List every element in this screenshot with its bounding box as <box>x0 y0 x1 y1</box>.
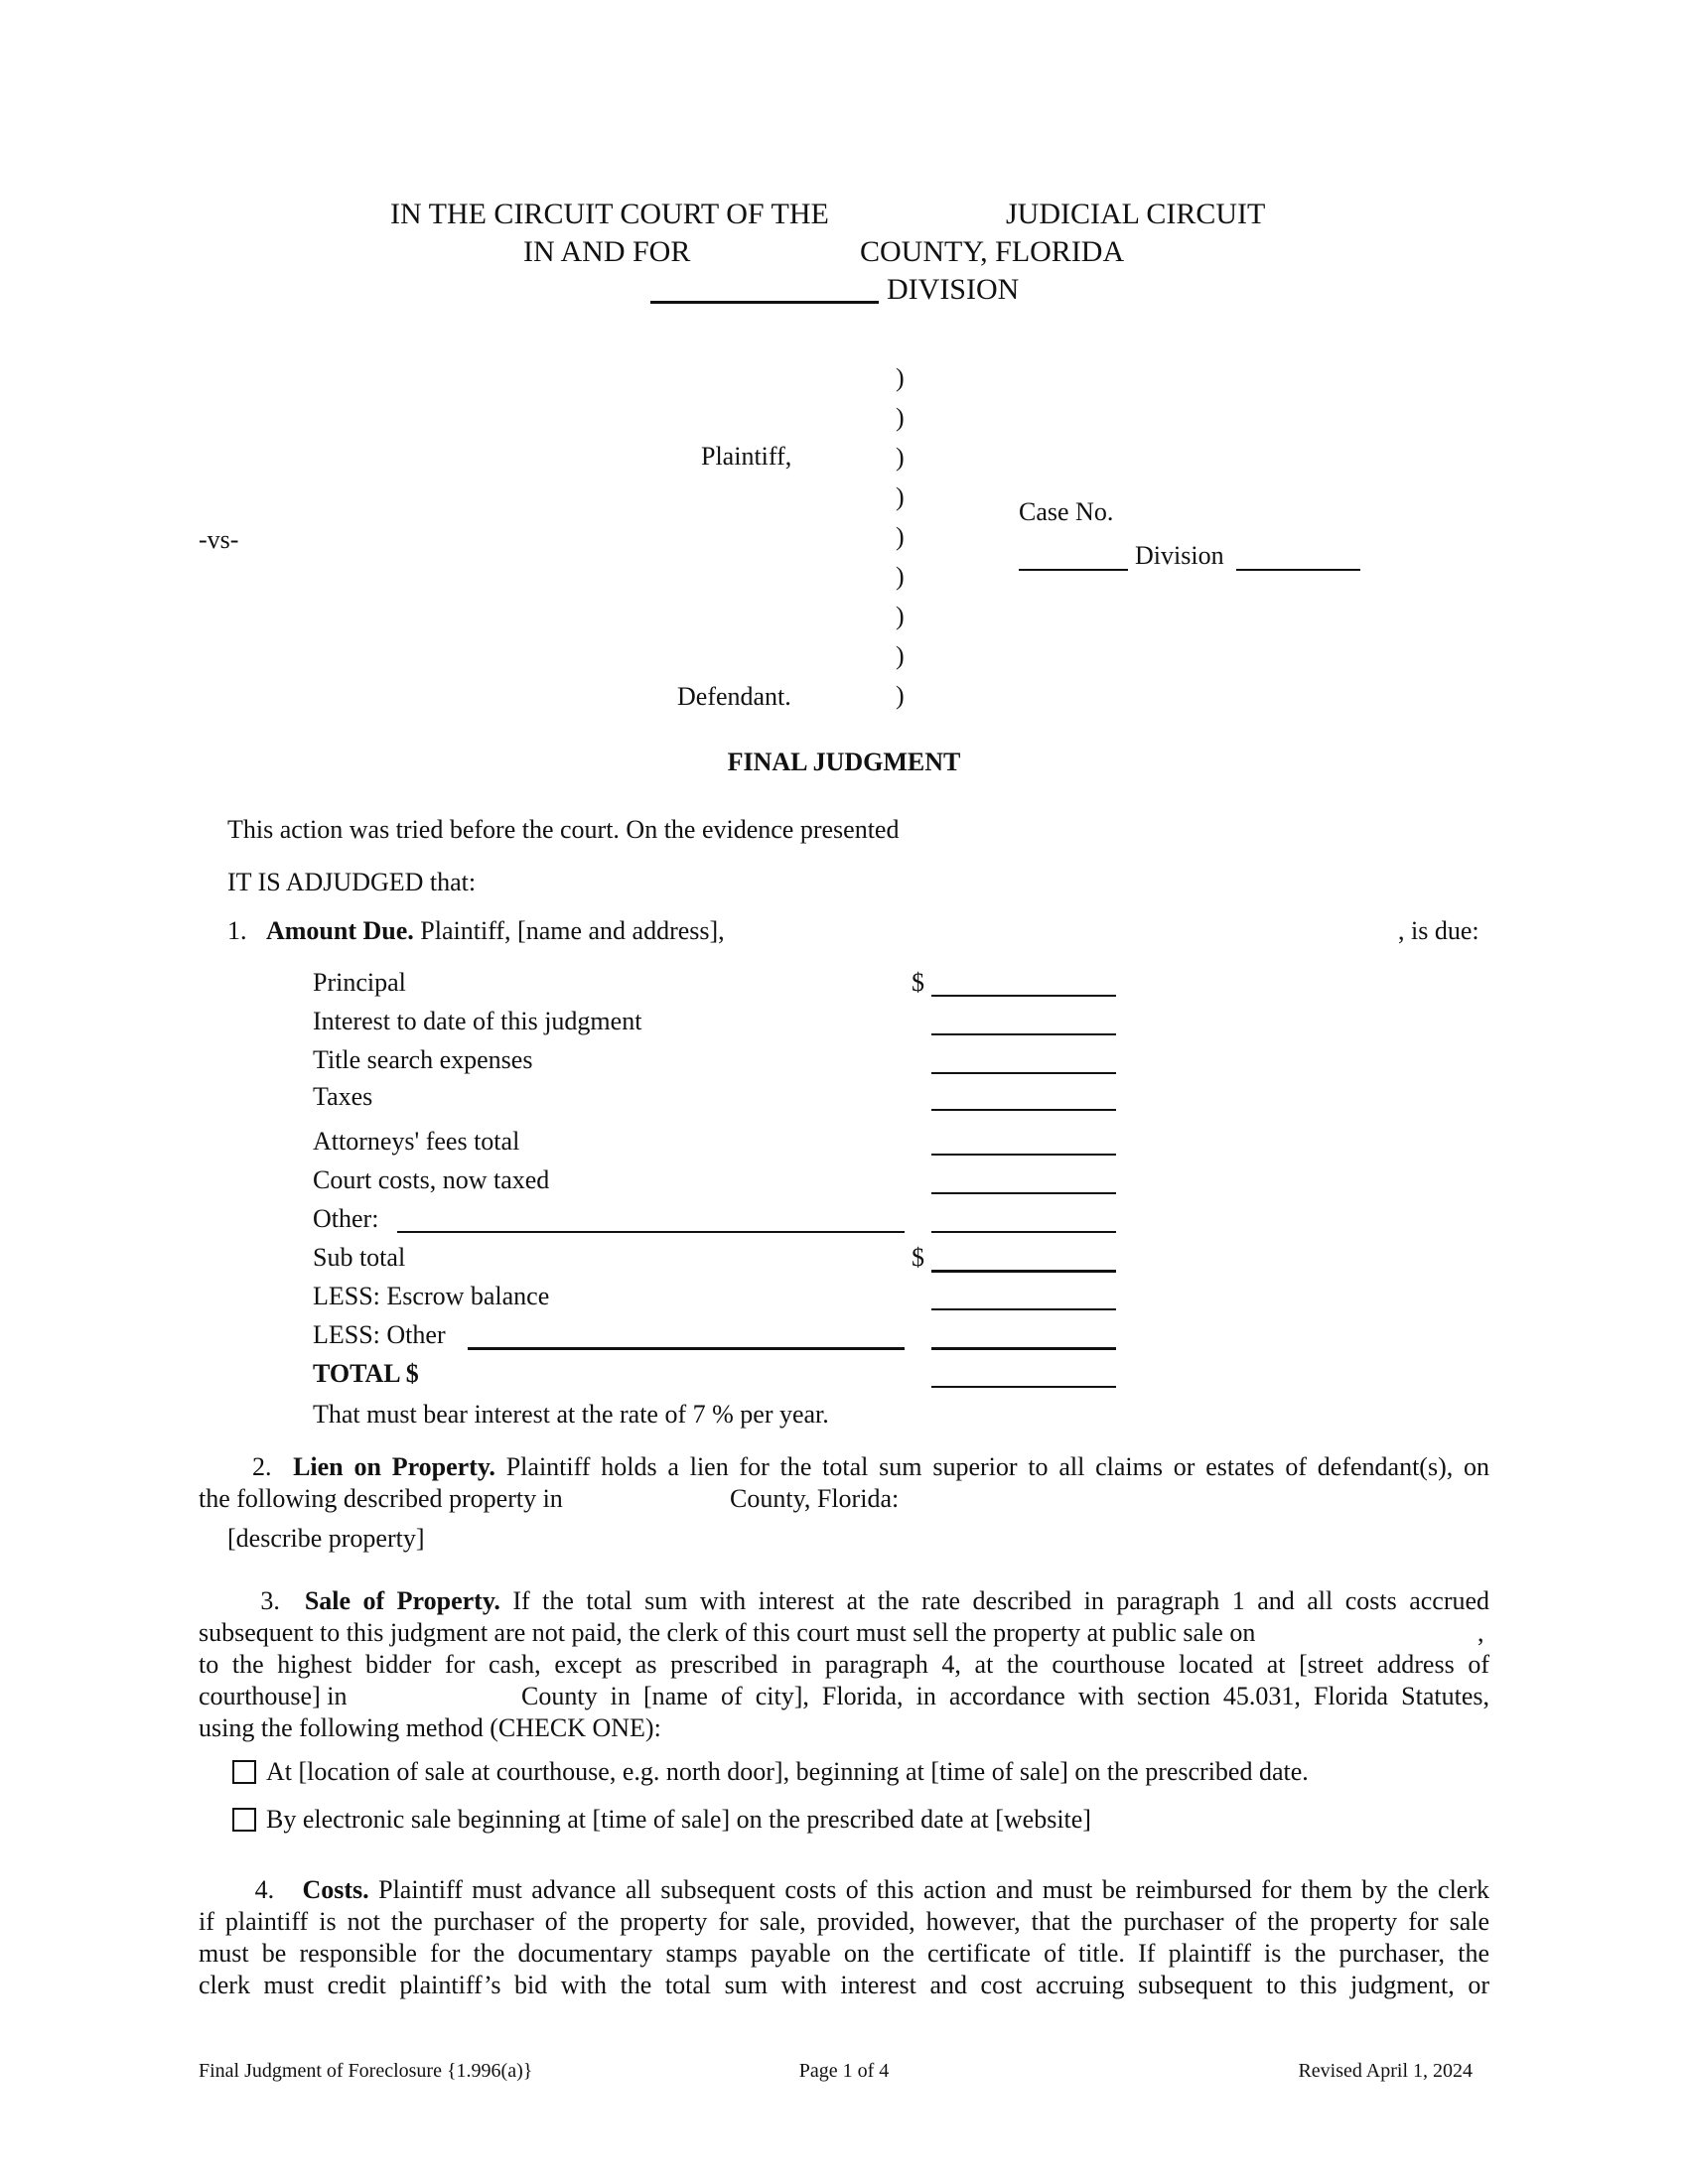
amount-label-less-escrow: LESS: Escrow balance <box>313 1282 550 1310</box>
county-left: IN AND FOR <box>523 235 691 268</box>
amount-label-court-costs: Court costs, now taxed <box>313 1165 550 1194</box>
para2-heading: Lien on Property. <box>293 1452 495 1481</box>
county-right: COUNTY, FLORIDA <box>860 235 1125 268</box>
sale-option-electronic: By electronic sale beginning at [time of sale] on the prescribed date at [website] <box>266 1805 1091 1834</box>
footer-form-name: Final Judgment of Foreclosure {1.996(a)} <box>199 2060 533 2082</box>
sale-option-courthouse: At [location of sale at courthouse, e.g. north door], beginning at [time of sale] on the prescribed date. <box>266 1757 1309 1786</box>
paren: ) <box>896 641 905 670</box>
para3-number: 3. <box>260 1586 280 1615</box>
footer-page-number: Page 1 of 4 <box>798 2060 890 2082</box>
division-label: DIVISION <box>887 273 1020 306</box>
para4-text: Plaintiff must advance all subsequent costs of this action and must be reimbursed for them by the clerk <box>378 1875 1490 1904</box>
division-field-label: Division <box>1135 541 1224 570</box>
para3-line1 <box>199 1585 1489 1617</box>
other-description-blank[interactable] <box>397 1231 905 1233</box>
amount-blank-less-escrow[interactable] <box>931 1308 1116 1310</box>
para4-line1 <box>199 1874 1489 1906</box>
paren: ) <box>896 363 905 392</box>
amount-blank-attorneys[interactable] <box>931 1154 1116 1156</box>
sale-at-courthouse-checkbox[interactable] <box>232 1760 256 1784</box>
amount-label-title-search: Title search expenses <box>313 1045 533 1074</box>
court-name-left: IN THE CIRCUIT COURT OF THE <box>390 198 829 230</box>
para4-line4: clerk must credit plaintiff’s bid with the total sum with interest and cost accruing subsequent to this judgment, or <box>199 1971 1489 1999</box>
para3-line4a: courthouse] in <box>199 1682 348 1710</box>
para1-tail: , is due: <box>1398 916 1479 945</box>
para3-line5: using the following method (CHECK ONE): <box>199 1713 661 1742</box>
amount-label-interest: Interest to date of this judgment <box>313 1007 642 1035</box>
amount-blank-less-other[interactable] <box>931 1347 1116 1350</box>
para4-line3: must be responsible for the documentary stamps payable on the certificate of title. If plaintiff is the purchaser, the <box>199 1939 1489 1968</box>
paren: ) <box>896 482 905 511</box>
paren: ) <box>896 522 905 551</box>
vs-label: -vs- <box>199 525 239 554</box>
para3-line4b: County in [name of city], Florida, in accordance with section 45.031, Florida Statutes, <box>521 1682 1489 1710</box>
intro-text: This action was tried before the court. On the evidence presented <box>227 815 900 844</box>
amount-blank-taxes[interactable] <box>931 1109 1116 1111</box>
electronic-sale-checkbox[interactable] <box>232 1808 256 1832</box>
paren: ) <box>896 562 905 591</box>
footer-revised-date: Revised April 1, 2024 <box>1298 2060 1473 2082</box>
plaintiff-label: Plaintiff, <box>701 442 792 471</box>
para1-heading: Amount Due. <box>266 916 414 945</box>
division-blank[interactable] <box>650 301 879 304</box>
para2-line1 <box>199 1451 1489 1483</box>
para2-line2a: the following described property in <box>199 1484 563 1513</box>
amount-label-taxes: Taxes <box>313 1082 373 1111</box>
case-no-label: Case No. <box>1019 497 1114 526</box>
amount-label-principal: Principal <box>313 968 406 997</box>
describe-property: [describe property] <box>227 1524 425 1553</box>
amount-blank-total[interactable] <box>931 1386 1116 1388</box>
document-title: FINAL JUDGMENT <box>727 748 961 776</box>
amount-label-other: Other: <box>313 1204 379 1233</box>
amount-blank-subtotal[interactable] <box>931 1270 1116 1273</box>
amount-blank-title-search[interactable] <box>931 1072 1116 1074</box>
para4-line2: if plaintiff is not the purchaser of the property for sale, provided, however, that the purchaser of the property for sale <box>199 1907 1489 1936</box>
court-name-right: JUDICIAL CIRCUIT <box>1006 198 1266 230</box>
para1-text: Plaintiff, [name and address], <box>420 916 725 945</box>
defendant-label: Defendant. <box>677 682 791 711</box>
para2-line2b: County, Florida: <box>730 1484 900 1513</box>
paren: ) <box>896 403 905 432</box>
amount-blank-principal[interactable] <box>931 995 1116 997</box>
para2-number: 2. <box>251 1452 272 1481</box>
para3-line3: to the highest bidder for cash, except as prescribed in paragraph 4, at the courthouse located at [street address of <box>199 1650 1489 1679</box>
para1-number: 1. <box>227 916 247 945</box>
para1-line <box>227 915 725 947</box>
amount-label-attorneys: Attorneys' fees total <box>313 1127 520 1156</box>
para3-text: If the total sum with interest at the rate described in paragraph 1 and all costs accrued <box>512 1586 1490 1615</box>
adjudged-text: IT IS ADJUDGED that: <box>227 868 477 896</box>
dollar-sign: $ <box>912 968 924 997</box>
interest-rate-note: That must bear interest at the rate of 7 % per year. <box>313 1400 829 1429</box>
dollar-sign: $ <box>912 1243 924 1272</box>
para3-heading: Sale of Property. <box>304 1586 500 1615</box>
amount-label-total: TOTAL $ <box>313 1359 419 1388</box>
paren: ) <box>896 681 905 710</box>
amount-label-subtotal: Sub total <box>313 1243 406 1272</box>
para3-line2: subsequent to this judgment are not paid, the clerk of this court must sell the property at public sale on <box>199 1618 1256 1647</box>
amount-blank-other[interactable] <box>931 1231 1116 1233</box>
case-division-blank[interactable] <box>1236 569 1360 571</box>
amount-blank-interest[interactable] <box>931 1033 1116 1035</box>
amount-label-less-other: LESS: Other <box>313 1320 446 1349</box>
para4-number: 4. <box>254 1875 275 1904</box>
less-other-description-blank[interactable] <box>468 1347 905 1350</box>
para2-text: Plaintiff holds a lien for the total sum superior to all claims or estates of defendant(s), on <box>505 1452 1490 1481</box>
paren: ) <box>896 602 905 630</box>
para3-line2-tail: , <box>1477 1618 1484 1647</box>
para4-heading: Costs. <box>302 1875 369 1904</box>
paren: ) <box>896 443 905 472</box>
case-number-blank[interactable] <box>1019 569 1128 571</box>
amount-blank-court-costs[interactable] <box>931 1192 1116 1194</box>
